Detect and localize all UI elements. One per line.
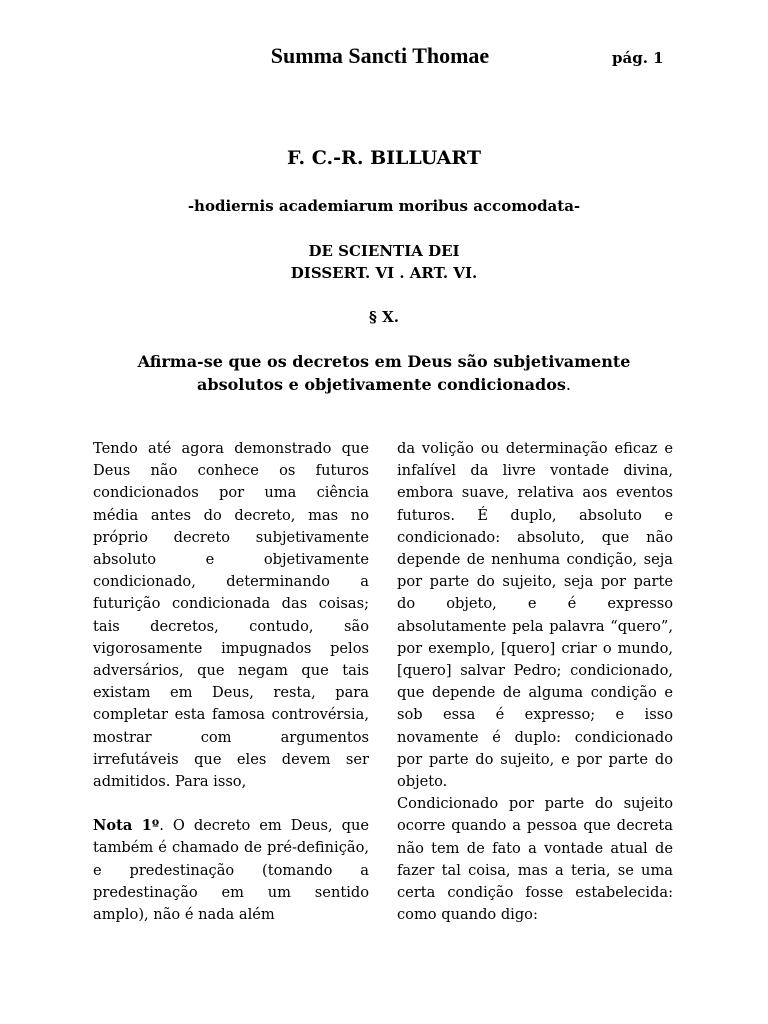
note-text: . O decreto em Deus, que também é chamado de pré-definição, e predestinação (tomando a predestinação em um sentido amplo), não é nada além [93, 817, 369, 924]
intro-paragraph: Tendo até agora demonstrado que Deus não conhece os futuros condicionados por uma ciência média antes do decreto, mas no próprio decreto subjetivamente absoluto e objetivamente condicionado, determinando a futurição condicionada das coisas; tais decretos, contudo, são vigorosamente impugnados pelos adversários, que negam que tais existam em Deus, resta, para completar esta famosa controvérsia, mostrar com argumentos irrefutáveis que eles devem ser admitidos. Para isso, [93, 440, 369, 791]
thesis-statement [0, 350, 768, 396]
paragraph-gap [93, 793, 369, 815]
section-line-2: DISSERT. VI . ART. VI. [290, 264, 478, 282]
note-label: Nota 1º [93, 817, 160, 835]
subtitle: -hodiernis academiarum moribus accomodata- [187, 197, 581, 215]
thesis-line-1: Afirma-se que os decretos em Deus são subjetivamente [137, 352, 631, 371]
right-paragraph-2: Condicionado por parte do sujeito ocorre quando a pessoa que decreta não tem de fato a vontade atual de fazer tal coisa, mas a teria, se uma certa condição fosse estabelecida: como quando digo: [397, 795, 673, 924]
right-column [397, 438, 673, 926]
thesis-line-2-text: absolutos e objetivamente condicionados [197, 375, 566, 394]
section-line-1: DE SCIENTIA DEI [308, 242, 460, 260]
thesis-line-2-period: . [565, 375, 571, 394]
header-title: Summa Sancti Thomae [270, 43, 490, 68]
page-number: pág. 1 [612, 49, 664, 67]
author-heading: F. C.-R. BILLUART [286, 147, 482, 169]
paragraph-mark: § X. [369, 308, 399, 326]
note-paragraph [93, 815, 369, 926]
left-column [93, 438, 369, 926]
section-heading [0, 240, 768, 284]
thesis-line-2 [0, 373, 768, 396]
right-paragraph-1: da volição ou determinação eficaz e infalível da livre vontade divina, embora suave, relativa aos eventos futuros. É duplo, absoluto e condicionado: absoluto, que não depende de nenhuma condição, seja por parte do sujeito, seja por parte do objeto, e é expresso absolutamente pela palavra “quero”, por exemplo, [quero] criar o mundo, [quero] salvar Pedro; condicionado, que depende de alguma condição e sob essa é expresso; e isso novamente é duplo: condicionado por parte do sujeito, e por parte do objeto. [397, 440, 673, 791]
